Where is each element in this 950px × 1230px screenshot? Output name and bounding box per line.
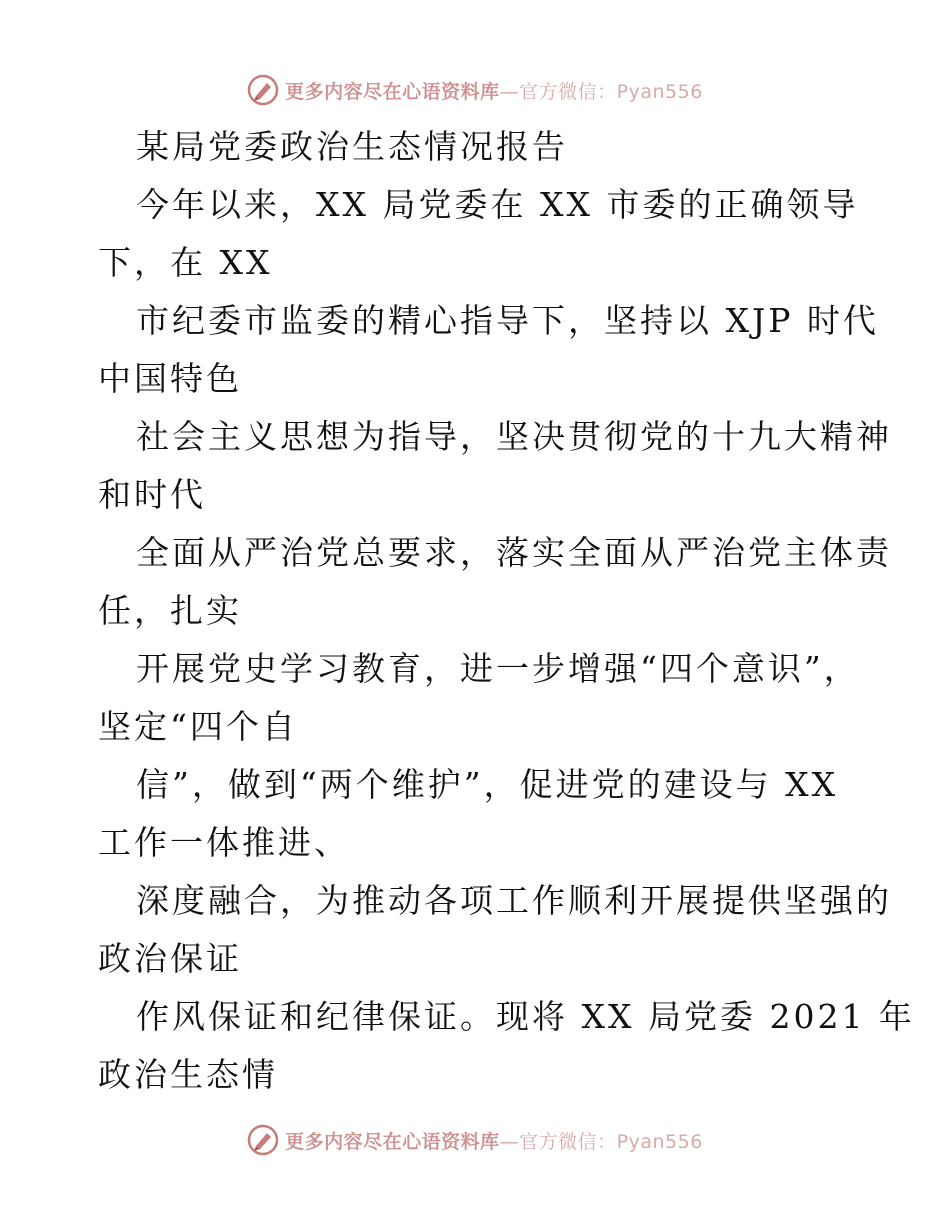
watermark-text: [285, 1127, 703, 1154]
paragraph-line: 工作一体推进、: [98, 823, 350, 862]
paragraph-line: 中国特色: [98, 359, 242, 398]
paragraph-line: 政治生态情: [98, 1055, 278, 1094]
watermark-brand: 更多内容尽在心语资料库: [285, 1130, 500, 1153]
footer-watermark: [0, 1120, 950, 1160]
pen-logo-icon: [247, 1124, 279, 1156]
paragraph-line: 开展党史学习教育，进一步增强“四个意识”，: [136, 649, 860, 688]
paragraph-line: 今年以来，XX 局党委在 XX 市委的正确领导: [136, 185, 859, 224]
paragraph-line: 全面从严治党总要求，落实全面从严治党主体责: [136, 533, 892, 572]
paragraph-line: 社会主义思想为指导，坚决贯彻党的十九大精神: [136, 417, 892, 456]
header-watermark: [0, 70, 950, 110]
document-title: 某局党委政治生态情况报告: [136, 127, 568, 166]
paragraph-line: 政治保证: [98, 939, 242, 978]
watermark-contact: 官方微信：Pyan556: [519, 80, 703, 103]
paragraph-line: 和时代: [98, 475, 206, 514]
pen-logo-icon: [247, 74, 279, 106]
paragraph-line: 作风保证和纪律保证。现将 XX 局党委 2021 年: [136, 997, 915, 1036]
watermark-contact: 官方微信：Pyan556: [519, 1130, 703, 1153]
paragraph-line: 坚定“四个自: [98, 707, 298, 746]
paragraph-line: 任，扎实: [98, 591, 242, 630]
document-body: [98, 118, 915, 1104]
paragraph-line: 市纪委市监委的精心指导下，坚持以 XJP 时代: [136, 301, 879, 340]
watermark-separator: —: [499, 1130, 520, 1153]
paragraph-line: 信”，做到“两个维护”，促进党的建设与 XX: [136, 765, 839, 804]
paragraph-line: 下，在 XX: [98, 243, 273, 282]
paragraph-line: 深度融合，为推动各项工作顺利开展提供坚强的: [136, 881, 892, 920]
watermark-separator: —: [499, 80, 520, 103]
watermark-text: [285, 77, 703, 104]
watermark-brand: 更多内容尽在心语资料库: [285, 80, 500, 103]
